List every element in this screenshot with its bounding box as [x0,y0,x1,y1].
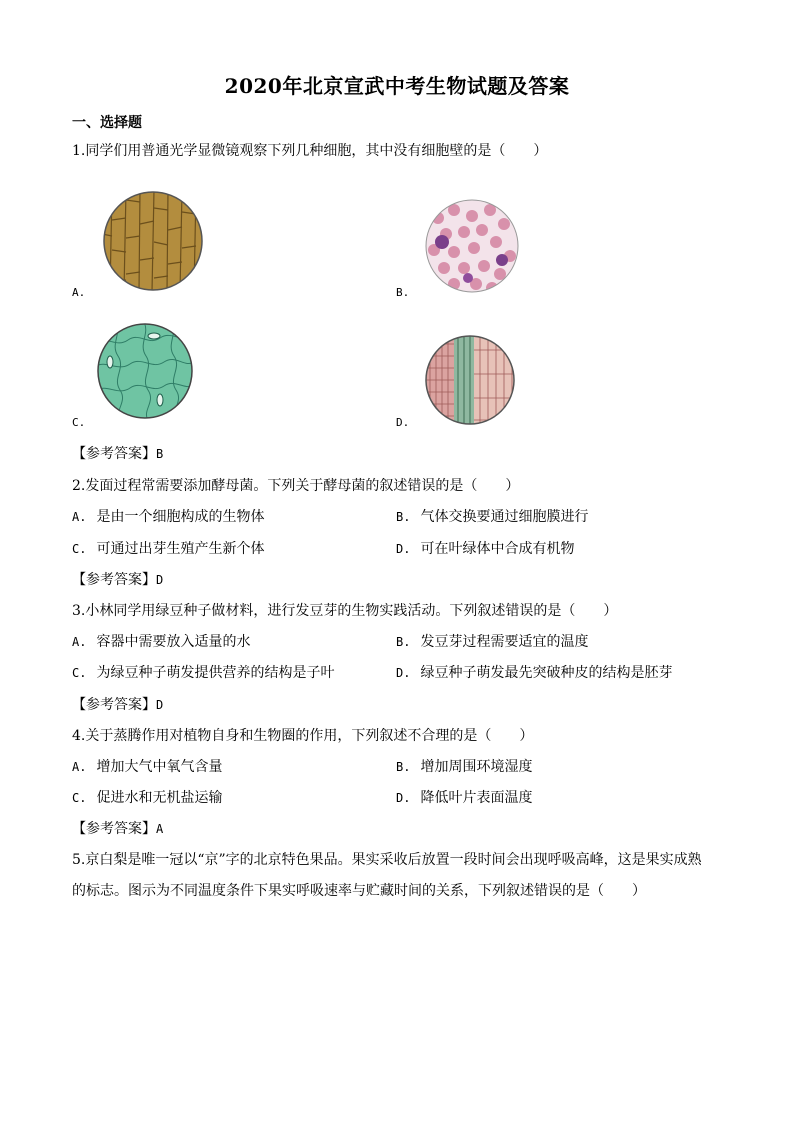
option-key: B. [396,635,411,649]
answer-label: 【参考答案】 [72,572,156,588]
q5-stem-line1: 5.京白梨是唯一冠以“京”字的北京特色果品。果实采收后放置一段时间会出现呼吸高峰，这是果实成熟 [72,852,702,868]
answer-label: 【参考答案】 [72,697,156,713]
q3-option-c [72,662,334,682]
option-text: 增加周围环境湿度 [420,759,533,775]
q4-option-c [72,787,222,807]
leaf-epidermis-image [96,322,194,420]
q5-stem-line2: 的标志。图示为不同温度条件下果实呼吸速率与贮藏时间的关系，下列叙述错误的是（ ） [72,883,646,899]
option-d-label: D. [396,416,410,429]
blood-smear-image [424,198,520,294]
q2-answer [72,569,163,589]
answer-label: 【参考答案】 [72,446,156,462]
option-text: 容器中需要放入适量的水 [96,634,251,650]
option-key: C. [72,791,87,805]
option-a-label: A. [72,286,86,299]
q4-answer [72,818,163,838]
onion-epidermis-image [102,190,204,292]
q3-option-a [72,631,250,651]
option-key: B. [396,510,411,524]
q4-stem: 4.关于蒸腾作用对植物自身和生物圈的作用，下列叙述不合理的是（ ） [72,728,534,744]
option-key: A. [72,635,87,649]
option-text: 气体交换要通过细胞膜进行 [420,509,589,525]
q1-stem: 1.同学们用普通光学显微镜观察下列几种细胞，其中没有细胞壁的是（ ） [72,143,548,159]
option-text: 发豆芽过程需要适宜的温度 [420,634,589,650]
option-text: 可通过出芽生殖产生新个体 [96,541,265,557]
answer-value: B [156,447,164,461]
option-text: 是由一个细胞构成的生物体 [96,509,265,525]
option-key: C. [72,666,87,680]
q4-option-a [72,756,222,776]
q2-stem: 2.发面过程常需要添加酵母菌。下列关于酵母菌的叙述错误的是（ ） [72,478,520,494]
q3-stem: 3.小林同学用绿豆种子做材料，进行发豆芽的生物实践活动。下列叙述错误的是（ ） [72,603,618,619]
option-key: C. [72,542,87,556]
option-text: 绿豆种子萌发最先突破种皮的结构是胚芽 [420,665,673,681]
q4-option-b [396,756,532,776]
option-key: D. [396,666,411,680]
option-key: A. [72,760,87,774]
answer-label: 【参考答案】 [72,821,156,837]
page-title: 2020年北京宣武中考生物试题及答案 [224,74,570,98]
answer-value: A [156,822,164,836]
q2-option-c [72,538,264,558]
option-text: 增加大气中氧气含量 [96,759,223,775]
q2-option-a [72,506,264,526]
q2-option-d [396,538,574,558]
option-key: D. [396,791,411,805]
answer-value: D [156,573,164,587]
q2-option-b [396,506,588,526]
option-key: D. [396,542,411,556]
section-heading: 一、选择题 [72,115,142,131]
option-text: 可在叶绿体中合成有机物 [420,541,575,557]
option-b-label: B. [396,286,410,299]
option-c-label: C. [72,416,86,429]
q1-answer [72,443,163,463]
option-text: 促进水和无机盐运输 [96,790,223,806]
option-key: B. [396,760,411,774]
answer-value: D [156,698,164,712]
stem-tissue-image [424,334,516,426]
option-text: 降低叶片表面温度 [420,790,533,806]
option-text: 为绿豆种子萌发提供营养的结构是子叶 [96,665,335,681]
q3-option-b [396,631,588,651]
q4-option-d [396,787,532,807]
q3-answer [72,694,163,714]
q3-option-d [396,662,672,682]
option-key: A. [72,510,87,524]
